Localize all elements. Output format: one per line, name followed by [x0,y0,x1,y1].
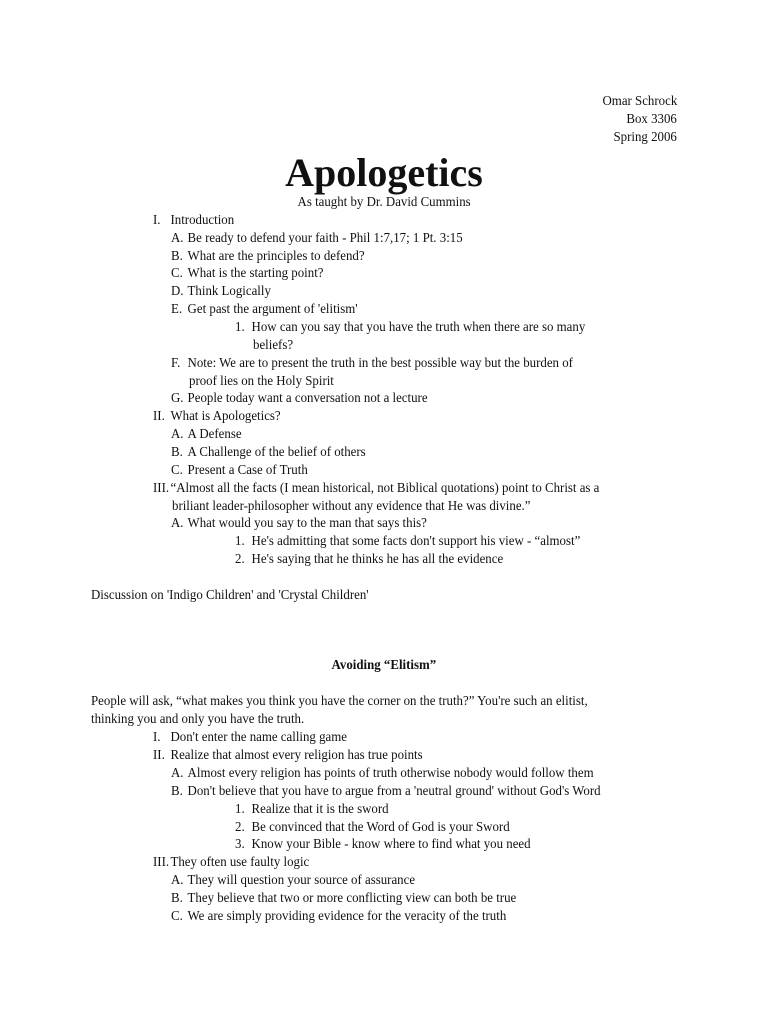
item-marker: C. [171,463,183,478]
item-marker: 2. [235,820,245,835]
author-name: Omar Schrock [602,94,677,109]
outline-subitem [171,872,415,890]
item-text: People today want a conversation not a lecture [187,391,428,406]
item-text: They will question your source of assurance [187,873,416,888]
item-text: Don't believe that you have to argue from a 'neutral ground' without God's Word [187,784,601,799]
item-text: Present a Case of Truth [187,463,308,478]
outline-item [153,854,309,872]
item-marker: 2. [235,552,245,567]
item-marker: 1. [235,802,245,817]
subtitle-text: As taught by Dr. David Cummins [297,195,471,210]
item-marker: A. [171,873,184,888]
outline-subitem [171,390,428,408]
item-text: Know your Bible - know where to find what you need [251,837,531,852]
item-text: Don't enter the name calling game [170,730,347,745]
discussion-note: Discussion on 'Indigo Children' and 'Crystal Children' [91,588,369,603]
item-text: Realize that almost every religion has true points [170,748,423,763]
outline-item [153,212,234,230]
outline-subitem [171,248,365,266]
item-continuation: beliefs? [253,338,294,353]
item-marker: A. [171,231,184,246]
item-marker: C. [171,909,183,924]
outline-subsubitem [235,319,585,337]
section-heading [0,657,768,675]
item-text: He's admitting that some facts don't support his view - “almost” [251,534,581,549]
outline-subitem [171,301,358,319]
item-text: Introduction [170,213,235,228]
outline-subitem [171,283,271,301]
outline-item [153,480,599,498]
item-text: “Almost all the facts (I mean historical, not Biblical quotations) point to Christ as a [170,481,600,496]
outline-subitem [171,890,516,908]
item-marker: I. [153,213,161,228]
item-text: They believe that two or more conflicting view can both be true [187,891,517,906]
item-marker: A. [171,516,184,531]
box-number: Box 3306 [626,112,677,127]
item-marker: F. [171,356,181,371]
item-text: They often use faulty logic [170,855,310,870]
paragraph-line: thinking you and only you have the truth. [91,712,305,727]
item-marker: E. [171,302,183,317]
outline-subitem [171,444,366,462]
item-text: Think Logically [187,284,271,299]
document-title: Apologetics [285,150,483,195]
item-marker: A. [171,766,184,781]
outline-subitem [171,462,308,480]
outline-subsubitem [235,819,510,837]
item-text: Note: We are to present the truth in the best possible way but the burden of [187,356,573,371]
item-continuation: proof lies on the Holy Spirit [189,374,334,389]
item-text: Get past the argument of 'elitism' [187,302,358,317]
term: Spring 2006 [613,130,677,145]
document-subtitle [0,194,768,212]
outline-subsubitem [235,836,531,854]
outline-subitem [171,908,506,926]
item-text: Be ready to defend your faith - Phil 1:7,17; 1 Pt. 3:15 [187,231,463,246]
outline-item [153,747,423,765]
item-marker: B. [171,784,183,799]
item-marker: II. [153,748,165,763]
item-marker: G. [171,391,184,406]
item-text: He's saying that he thinks he has all the evidence [251,552,504,567]
item-marker: B. [171,249,183,264]
item-text: Almost every religion has points of truth otherwise nobody would follow them [187,766,594,781]
item-text: We are simply providing evidence for the veracity of the truth [187,909,507,924]
item-marker: III. [153,481,170,496]
item-text: What is the starting point? [187,266,324,281]
item-marker: C. [171,266,183,281]
item-marker: B. [171,445,183,460]
item-text: What is Apologetics? [170,409,281,424]
item-text: How can you say that you have the truth when there are so many [251,320,586,335]
item-text: A Defense [187,427,242,442]
item-text: What are the principles to defend? [187,249,365,264]
item-marker: 3. [235,837,245,852]
outline-subitem [171,765,594,783]
item-text: What would you say to the man that says this? [187,516,427,531]
outline-subitem [171,426,242,444]
item-marker: D. [171,284,184,299]
outline-subitem [171,355,573,373]
outline-subsubitem [235,533,580,551]
item-marker: II. [153,409,165,424]
item-marker: 1. [235,534,245,549]
item-text: Realize that it is the sword [251,802,389,817]
outline-subitem [171,515,427,533]
outline-subsubitem [235,551,503,569]
item-marker: 1. [235,320,245,335]
item-marker: B. [171,891,183,906]
outline-subitem [171,230,463,248]
item-text: A Challenge of the belief of others [187,445,366,460]
item-marker: A. [171,427,184,442]
outline-item [153,408,281,426]
outline-subitem [171,265,323,283]
item-continuation: briliant leader-philosopher without any evidence that He was divine.” [172,499,531,514]
paragraph-line: People will ask, “what makes you think you have the corner on the truth?” You're such an elitist, [91,694,588,709]
outline-subsubitem [235,801,389,819]
section-heading-text: Avoiding “Elitism” [331,658,437,673]
item-text: Be convinced that the Word of God is your Sword [251,820,510,835]
outline-subitem [171,783,601,801]
outline-item [153,729,347,747]
item-marker: III. [153,855,170,870]
item-marker: I. [153,730,161,745]
